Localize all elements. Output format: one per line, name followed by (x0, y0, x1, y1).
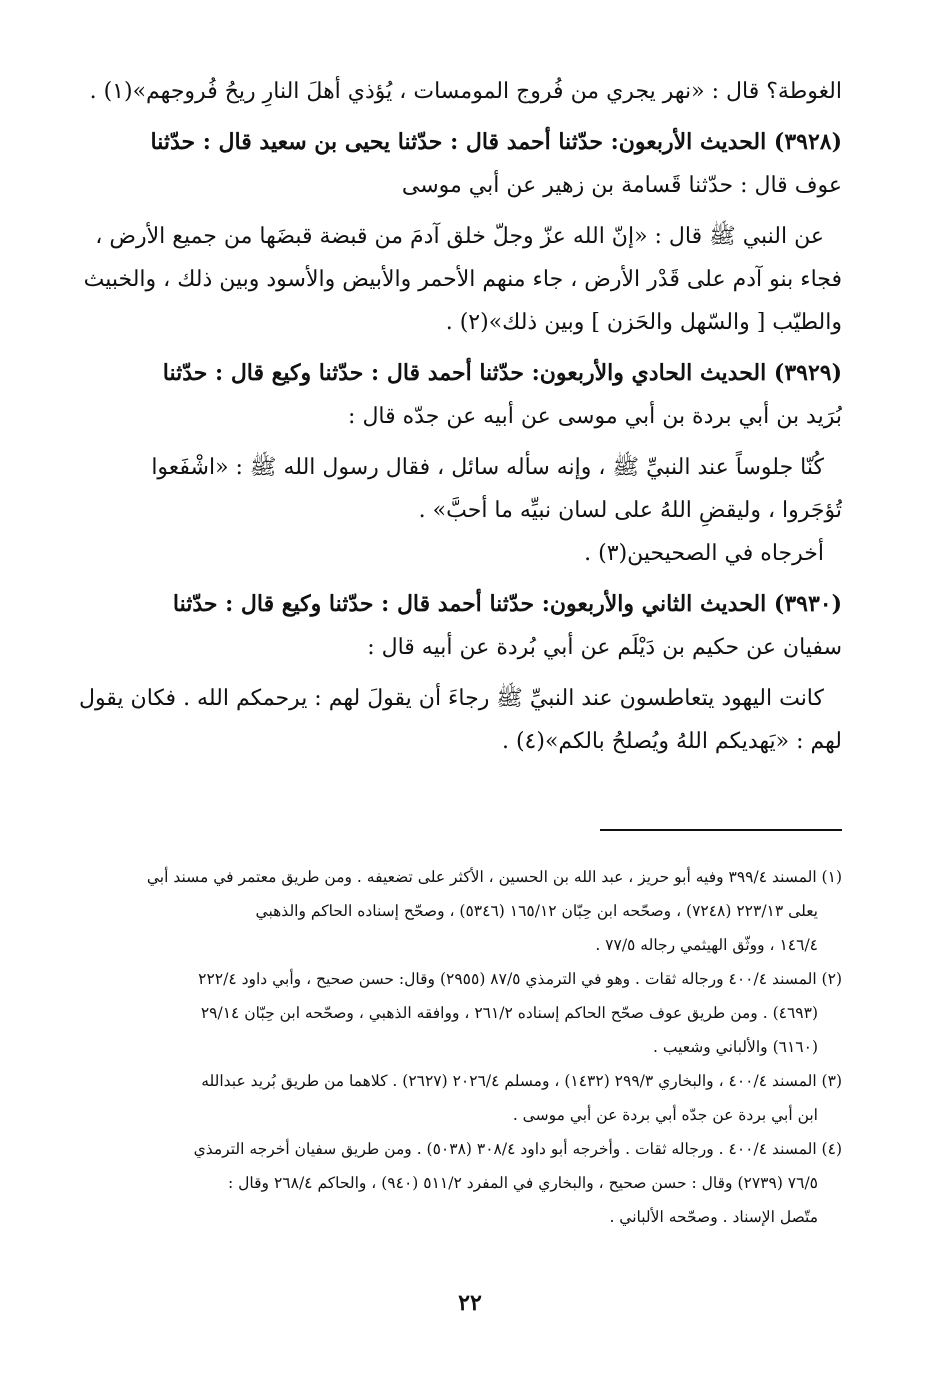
footnote-2 (70, 962, 842, 1064)
text-line: أخرجاه في الصحيحين(٣) . (584, 541, 824, 566)
footnote-3 (70, 1064, 842, 1132)
footnote-divider (600, 829, 842, 831)
text-line: تُؤجَروا ، وليقضِ اللهُ على لسان نبيِّه ما أحبَّ» . (418, 498, 842, 523)
hadith-heading-3929: (٣٩٢٩) الحديث الحادي والأربعون: حدّثنا أحمد قال : حدّثنا وكيع قال : حدّثنا (162, 360, 842, 386)
footnote-line: (٤) المسند ٤٠٠/٤ . ورجاله ثقات . وأخرجه أبو داود ٣٠٨/٤ (٥٠٣٨) . ومن طريق سفيان أخرجه الترمذي (193, 1140, 842, 1158)
footnote-line: (١) المسند ٣٩٩/٤ وفيه أبو حريز ، عبد الله بن الحسين ، الأكثر على تضعيفه . ومن طريق معتمر في مسند أبي (146, 868, 842, 886)
footnote-line: (٦١٦٠) والألباني وشعيب . (653, 1038, 818, 1056)
text-line: سفيان عن حكيم بن دَيْلَم عن أبي بُردة عن أبيه قال : (367, 635, 842, 660)
footnote-line: متّصل الإسناد . وصحّحه الألباني . (609, 1208, 818, 1226)
page-number: ٢٢ (458, 1290, 482, 1316)
footnote-4 (70, 1132, 842, 1234)
footnotes (70, 860, 842, 1234)
main-text (70, 70, 842, 763)
text-line: الغوطة؟ قال : «نهر يجري من فُروج المومسات ، يُؤذي أهلَ النارِ ريحُ فُروجهم»(١) . (89, 79, 842, 104)
footnote-line: (٤٦٩٣) . ومن طريق عوف صحّح الحاكم إسناده ٢٦١/٢ ، ووافقه الذهبي ، وصحّحه ابن حِبّان ٢٩/١٤ (200, 1004, 818, 1022)
text-line: والطيّب [ والسّهل والحَزن ] وبين ذلك»(٢) . (445, 310, 842, 335)
footnote-line: ١٤٦/٤ ، ووثّق الهيثمي رجاله ٧٧/٥ . (595, 936, 818, 954)
text-line: عن النبي ﷺ قال : «إنّ الله عزّ وجلّ خلق آدمَ من قبضة قبضَها من جميع الأرض ، (95, 224, 824, 249)
text-line: بُرَيد بن أبي بردة بن أبي موسى عن أبيه عن جدّه قال : (348, 404, 842, 429)
text-line: فجاء بنو آدم على قَدْر الأرض ، جاء منهم الأحمر والأبيض والأسود وبين ذلك ، والخبيث (83, 267, 842, 292)
footnote-line: ابن أبي بردة عن جدّه أبي بردة عن أبي موسى . (512, 1106, 818, 1124)
text-line: عوف قال : حدّثنا قَسامة بن زهير عن أبي موسى (401, 173, 842, 198)
footnote-1 (70, 860, 842, 962)
footnote-line: (٢) المسند ٤٠٠/٤ ورجاله ثقات . وهو في الترمذي ٨٧/٥ (٢٩٥٥) وقال: حسن صحيح ، وأبي داود ٢٢٢/٤ (198, 970, 842, 988)
hadith-heading-3928: (٣٩٢٨) الحديث الأربعون: حدّثنا أحمد قال : حدّثنا يحيى بن سعيد قال : حدّثنا (150, 129, 842, 155)
hadith-heading-3930: (٣٩٣٠) الحديث الثاني والأربعون: حدّثنا أحمد قال : حدّثنا وكيع قال : حدّثنا (172, 591, 842, 617)
text-line: كانت اليهود يتعاطسون عند النبيِّ ﷺ رجاءَ أن يقولَ لهم : يرحمكم الله . فكان يقول (78, 686, 824, 711)
footnote-line: يعلى ٢٢٣/١٣ (٧٢٤٨) ، وصحّحه ابن حِبّان ١٦٥/١٢ (٥٣٤٦) ، وصحّح إسناده الحاكم والذهبي (255, 902, 818, 920)
footnote-line: ٧٦/٥ (٢٧٣٩) وقال : حسن صحيح ، والبخاري في المفرد ٥١١/٢ (٩٤٠) ، والحاكم ٢٦٨/٤ وقال : (228, 1174, 818, 1192)
text-line: كُنّا جلوساً عند النبيِّ ﷺ ، وإنه سأله سائل ، فقال رسول الله ﷺ : «اشْفَعوا (151, 455, 824, 480)
footnote-line: (٣) المسند ٤٠٠/٤ ، والبخاري ٢٩٩/٣ (١٤٣٢) ، ومسلم ٢٠٢٦/٤ (٢٦٢٧) . كلاهما من طريق بُريد عبدالله (201, 1072, 842, 1090)
text-line: لهم : «يَهديكم اللهُ ويُصلحُ بالكم»(٤) . (501, 729, 842, 754)
